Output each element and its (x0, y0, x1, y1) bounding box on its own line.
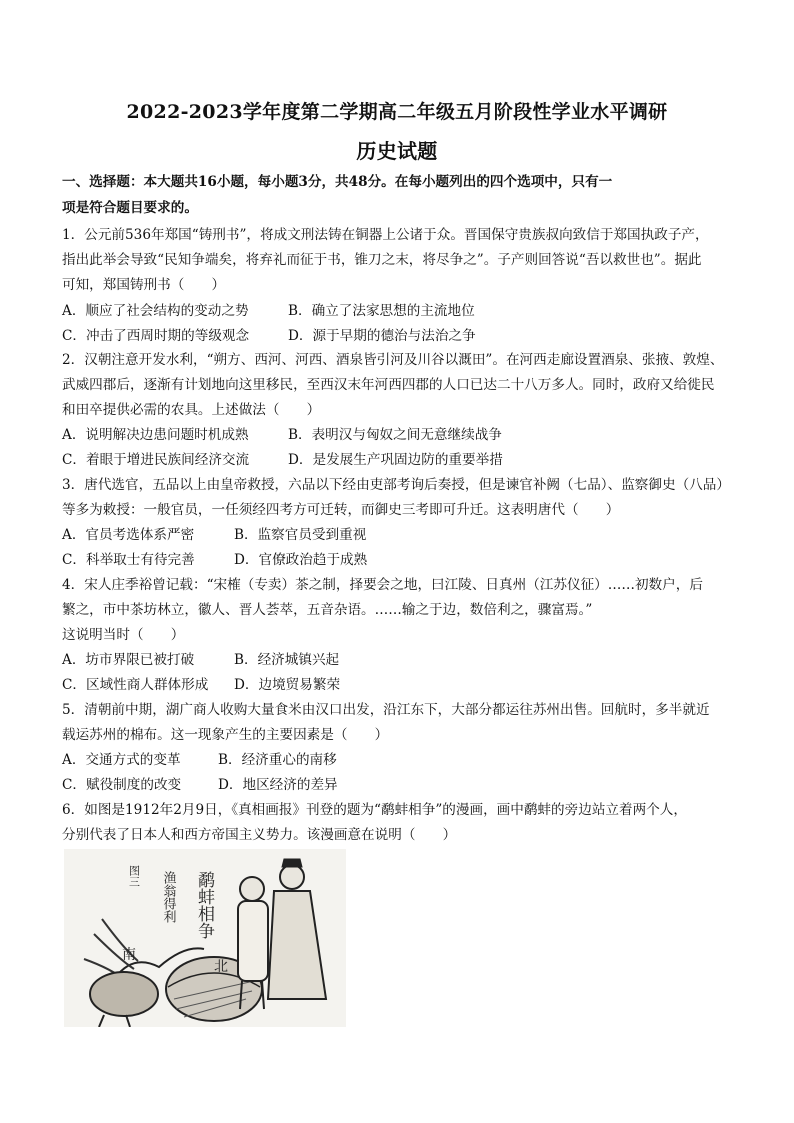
q1-stem: 可知，郑国铸刑书（ ） (62, 277, 226, 293)
q5-option-b[interactable]: B．经济重心的南移 (218, 752, 337, 768)
q1-option-b[interactable]: B．确立了法家思想的主流地位 (288, 303, 475, 319)
cartoon-tag: 图三 (127, 865, 141, 887)
q2-option-d[interactable]: D．是发展生产巩固边防的重要举措 (288, 452, 503, 468)
q1-option-d[interactable]: D．源于早期的德治与法治之争 (288, 328, 476, 344)
q5-options-row (62, 776, 742, 794)
q1-option-c[interactable]: C．冲击了西周时期的等级观念 (62, 328, 250, 344)
cartoon-label-south: 南 (122, 947, 136, 963)
q2-stem: 和田卒提供必需的农具。上述做法（ ） (62, 402, 321, 418)
q4-option-c[interactable]: C．区域性商人群体形成 (62, 677, 209, 693)
q2-options-row (62, 451, 742, 469)
q4-option-a[interactable]: A．坊市界限已被打破 (62, 652, 195, 668)
section-heading: 一、选择题：本大题共16小题，每小题3分，共48分。在每小题列出的四个选项中，只有一 (62, 174, 613, 190)
cartoon-image (64, 849, 346, 1027)
q4-option-b[interactable]: B．经济城镇兴起 (234, 652, 340, 668)
q2-options-row (62, 426, 742, 444)
q3-options-row (62, 526, 742, 544)
q2-option-a[interactable]: A．说明解决边患问题时机成熟 (62, 427, 249, 443)
cartoon-title: 鹬蚌相争 (194, 871, 214, 939)
q4-options-row (62, 676, 742, 694)
q6-stem: 6．如图是1912年2月9日，《真相画报》刊登的题为“鹬蚌相争”的漫画，画中鹬蚌的旁边站立着两个人， (62, 802, 687, 818)
q3-option-d[interactable]: D．官僚政治趋于成熟 (234, 552, 368, 568)
q5-option-d[interactable]: D．地区经济的差异 (218, 777, 338, 793)
q2-option-c[interactable]: C．着眼于增进民族间经济交流 (62, 452, 250, 468)
exam-subtitle: 历史试题 (356, 139, 438, 163)
q1-options-row (62, 327, 742, 345)
q4-stem: 繁之，市中茶坊林立，徽人、晋人荟萃，五音杂语。……输之于边，数倍利之，骤富焉。” (62, 602, 593, 618)
q2-option-b[interactable]: B．表明汉与匈奴之间无意继续战争 (288, 427, 502, 443)
q4-option-d[interactable]: D．边境贸易繁荣 (234, 677, 341, 693)
q5-stem: 5．清朝前中期，湖广商人收购大量食米由汉口出发，沿江东下，大部分都运往苏州出售。回航时，多半就近 (62, 702, 710, 718)
q3-options-row (62, 551, 742, 569)
q5-stem: 载运苏州的棉布。这一现象产生的主要因素是（ ） (62, 727, 389, 743)
q6-stem: 分别代表了日本人和西方帝国主义势力。该漫画意在说明（ ） (62, 827, 457, 843)
q4-stem: 这说明当时（ ） (62, 627, 185, 643)
q4-stem: 4．宋人庄季裕曾记载：“宋榷（专卖）茶之制，择要会之地，曰江陵、日真州（江苏仪征）……初数户，后 (62, 577, 703, 593)
cartoon-subtitle: 渔翁得利 (160, 871, 176, 923)
q3-stem: 等多为敕授：一般官员，一任须经四考方可迁转，而御史三考即可升迁。这表明唐代（ ） (62, 502, 620, 518)
cartoon-label-north: 北 (214, 959, 228, 975)
q3-stem: 3．唐代选官，五品以上由皇帝救授，六品以下经由吏部考询后奏授，但是谏官补阙（七品）、监察御史（八品） (62, 477, 730, 493)
q2-stem: 武威四郡后，逐渐有计划地向这里移民，至西汉末年河西四郡的人口已达二十八万多人。同时，政府又给徙民 (62, 377, 715, 393)
q4-options-row (62, 651, 742, 669)
figure-head (280, 865, 304, 889)
q3-option-c[interactable]: C．科举取士有待完善 (62, 552, 195, 568)
exam-title: 2022-2023学年度第二学期高二年级五月阶段性学业水平调研 (126, 101, 668, 123)
cartoon-drawing (64, 849, 346, 1027)
q1-stem: 指出此举会导致“民知争端矣，将弃礼而征于书，锥刀之末，将尽争之”。子产则回答说“吾以救世也”。据此 (62, 252, 702, 268)
figure-body (238, 901, 268, 981)
figure-head (240, 877, 264, 901)
q3-option-a[interactable]: A．官员考选体系严密 (62, 527, 195, 543)
q5-options-row (62, 751, 742, 769)
q1-stem: 1．公元前536年郑国“铸刑书”，将成文刑法铸在铜器上公诸于众。晋国保守贵族叔向致信于郑国执政子产， (62, 227, 709, 243)
q2-stem: 2．汉朝注意开发水利，“朔方、西河、河西、酒泉皆引河及川谷以溉田”。在河西走廊设置酒泉、张掖、敦煌、 (62, 352, 724, 368)
section-heading-cont: 项是符合题目要求的。 (62, 200, 198, 216)
q5-option-a[interactable]: A．交通方式的变革 (62, 752, 181, 768)
q1-option-a[interactable]: A．顺应了社会结构的变动之势 (62, 303, 249, 319)
q1-options-row (62, 302, 742, 320)
q5-option-c[interactable]: C．赋役制度的改变 (62, 777, 182, 793)
q3-option-b[interactable]: B．监察官员受到重视 (234, 527, 367, 543)
